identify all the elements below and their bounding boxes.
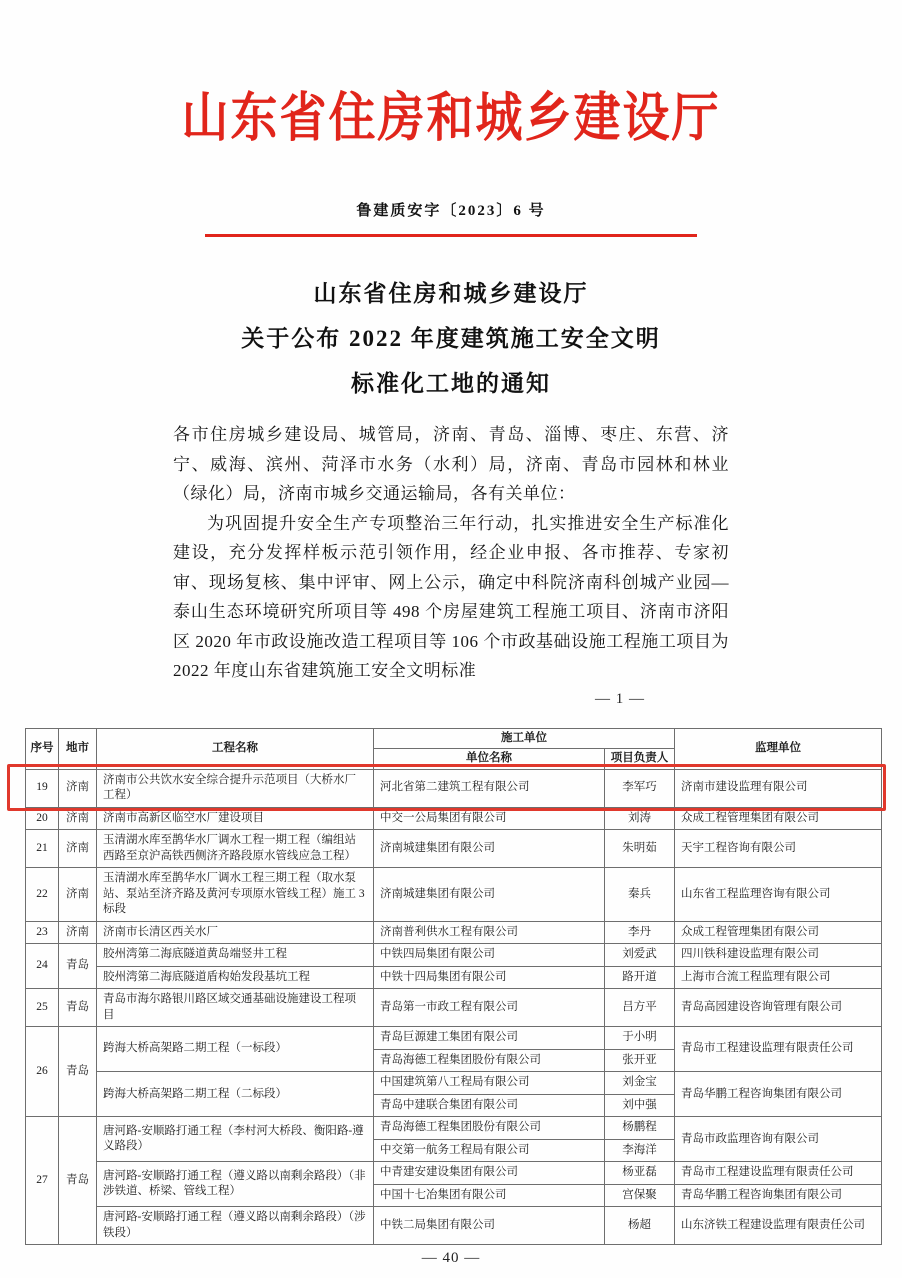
cell-leader: 吕方平 (605, 989, 675, 1027)
table-row (26, 921, 882, 944)
col-header-leader: 项目负责人 (605, 749, 675, 770)
table-row (26, 1162, 882, 1185)
notice-title-line3: 标准化工地的通知 (351, 371, 551, 396)
table-row (26, 966, 882, 989)
table-row (26, 944, 882, 967)
cell-city: 济南 (59, 769, 97, 807)
cell-leader: 杨鹏程 (605, 1117, 675, 1140)
cell-leader: 刘爱武 (605, 944, 675, 967)
cell-supervisor: 四川铁科建设监理有限公司 (675, 944, 882, 967)
col-header-city: 地市 (59, 728, 97, 769)
cell-unit: 中铁十四局集团有限公司 (374, 966, 605, 989)
notice-title-line2: 关于公布 2022 年度建筑施工安全文明 (241, 326, 661, 351)
cell-supervisor: 山东省工程监理咨询有限公司 (675, 868, 882, 922)
cell-leader: 杨超 (605, 1207, 675, 1245)
cell-supervisor: 上海市合流工程监理有限公司 (675, 966, 882, 989)
cell-supervisor: 天宇工程咨询有限公司 (675, 830, 882, 868)
cell-leader: 李丹 (605, 921, 675, 944)
cell-unit: 青岛海德工程集团股份有限公司 (374, 1117, 605, 1140)
cell-city: 济南 (59, 807, 97, 830)
cell-leader: 刘涛 (605, 807, 675, 830)
cell-leader: 秦兵 (605, 868, 675, 922)
cell-leader: 李军巧 (605, 769, 675, 807)
cell-seq: 27 (26, 1117, 59, 1245)
doc-number: 鲁建质安字〔2023〕6 号 (356, 203, 546, 219)
cell-supervisor: 青岛市工程建设监理有限责任公司 (675, 1162, 882, 1185)
header-row-1 (26, 728, 882, 749)
cell-supervisor: 济南市建设监理有限公司 (675, 769, 882, 807)
table-row (26, 1072, 882, 1095)
cell-city: 青岛 (59, 1117, 97, 1245)
cell-supervisor: 青岛高园建设咨询管理有限公司 (675, 989, 882, 1027)
cell-leader: 于小明 (605, 1027, 675, 1050)
cell-city: 济南 (59, 830, 97, 868)
red-divider-line (205, 234, 697, 237)
cell-project: 胶州湾第二海底隧道盾构始发段基坑工程 (97, 966, 374, 989)
cell-seq: 25 (26, 989, 59, 1027)
cell-seq: 19 (26, 769, 59, 807)
cell-unit: 中青建安建设集团有限公司 (374, 1162, 605, 1185)
cell-unit: 中国建筑第八工程局有限公司 (374, 1072, 605, 1095)
cell-city: 青岛 (59, 944, 97, 989)
cell-seq: 24 (26, 944, 59, 989)
body-paragraph: 为巩固提升安全生产专项整治三年行动，扎实推进安全生产标准化建设，充分发挥样板示范引领作用，经企业申报、各市推荐、专家初审、现场复核、集中评审、网上公示，确定中科院济南科创城产业园—泰山生态环境研究所项目等 498 个房屋建筑工程施工项目、济南市济阳区 2020 年市政设施改造工程项目等 106 个市政基础设施工程施工项目为 2022 年度山东省建筑施工安全文明标准 (173, 513, 729, 680)
cell-unit: 中铁四局集团有限公司 (374, 944, 605, 967)
cell-project: 唐河路-安顺路打通工程（遵义路以南剩余路段）（涉铁段） (97, 1207, 374, 1245)
cell-project: 玉清湖水库至鹊华水厂调水工程三期工程（取水泵站、泵站至济齐路及黄河专项原水管线工程）施工 3 标段 (97, 868, 374, 922)
cell-project: 胶州湾第二海底隧道黄岛端竖井工程 (97, 944, 374, 967)
cell-seq: 21 (26, 830, 59, 868)
cell-city: 青岛 (59, 1027, 97, 1117)
table-row (26, 989, 882, 1027)
cell-supervisor: 众成工程管理集团有限公司 (675, 807, 882, 830)
cell-supervisor: 青岛市工程建设监理有限责任公司 (675, 1027, 882, 1072)
cell-project: 济南市长清区西关水厂 (97, 921, 374, 944)
cell-unit: 青岛海德工程集团股份有限公司 (374, 1049, 605, 1072)
table-row (26, 830, 882, 868)
cell-seq: 23 (26, 921, 59, 944)
col-header-project: 工程名称 (97, 728, 374, 769)
cell-unit: 中国十七冶集团有限公司 (374, 1184, 605, 1207)
highlight-row (26, 769, 882, 807)
cell-project: 玉清湖水库至鹊华水厂调水工程一期工程（编组站西路至京沪高铁西侧济齐路段原水管线应急工程） (97, 830, 374, 868)
cell-project: 跨海大桥高架路二期工程（一标段） (97, 1027, 374, 1072)
cell-unit: 青岛第一市政工程有限公司 (374, 989, 605, 1027)
col-header-unit-name: 单位名称 (374, 749, 605, 770)
notice-title (0, 271, 902, 406)
cell-supervisor: 众成工程管理集团有限公司 (675, 921, 882, 944)
cell-project: 青岛市海尔路银川路区域交通基础设施建设工程项目 (97, 989, 374, 1027)
recipients-paragraph: 各市住房城乡建设局、城管局，济南、青岛、淄博、枣庄、东营、济宁、威海、滨州、菏泽市水务（水利）局，济南、青岛市园林和林业（绿化）局，济南市城乡交通运输局，各有关单位： (173, 425, 729, 503)
table-row (26, 1207, 882, 1245)
page-number-1: — 1 — (595, 690, 645, 707)
cell-unit: 济南城建集团有限公司 (374, 868, 605, 922)
cell-project: 唐河路-安顺路打通工程（李村河大桥段、衡阳路-遵义路段） (97, 1117, 374, 1162)
cell-project: 济南市高新区临空水厂建设项目 (97, 807, 374, 830)
cell-supervisor: 青岛华鹏工程咨询集团有限公司 (675, 1184, 882, 1207)
table-row (26, 868, 882, 922)
cell-project: 跨海大桥高架路二期工程（二标段） (97, 1072, 374, 1117)
cell-leader: 李海洋 (605, 1139, 675, 1162)
cell-leader: 宫保聚 (605, 1184, 675, 1207)
cell-seq: 20 (26, 807, 59, 830)
page-number-40: — 40 — (421, 1250, 481, 1266)
col-header-seq: 序号 (26, 728, 59, 769)
standardized-sites-table (25, 728, 882, 1246)
cell-supervisor: 山东济铁工程建设监理有限责任公司 (675, 1207, 882, 1245)
cell-leader: 杨亚磊 (605, 1162, 675, 1185)
cell-unit: 中交第一航务工程局有限公司 (374, 1139, 605, 1162)
cell-unit: 中铁二局集团有限公司 (374, 1207, 605, 1245)
col-header-supervisor: 监理单位 (675, 728, 882, 769)
document-body (173, 420, 729, 686)
cell-city: 济南 (59, 921, 97, 944)
cell-leader: 刘中强 (605, 1094, 675, 1117)
cell-unit: 济南普利供水工程有限公司 (374, 921, 605, 944)
cell-unit: 中交一公局集团有限公司 (374, 807, 605, 830)
cell-city: 济南 (59, 868, 97, 922)
cell-project: 济南市公共饮水安全综合提升示范项目（大桥水厂工程） (97, 769, 374, 807)
cell-project: 唐河路-安顺路打通工程（遵义路以南剩余路段）（非涉铁道、桥梁、管线工程） (97, 1162, 374, 1207)
cell-seq: 26 (26, 1027, 59, 1117)
table-row (26, 1117, 882, 1140)
cell-unit: 青岛巨源建工集团有限公司 (374, 1027, 605, 1050)
cell-supervisor: 青岛华鹏工程咨询集团有限公司 (675, 1072, 882, 1117)
cell-city: 青岛 (59, 989, 97, 1027)
table-row (26, 807, 882, 830)
cell-unit: 青岛中建联合集团有限公司 (374, 1094, 605, 1117)
cell-leader: 刘金宝 (605, 1072, 675, 1095)
col-header-contractor-group: 施工单位 (374, 728, 675, 749)
cell-seq: 22 (26, 868, 59, 922)
table-row (26, 1027, 882, 1050)
cell-leader: 路开道 (605, 966, 675, 989)
agency-title: 山东省住房和城乡建设厅 (181, 89, 721, 148)
cell-unit: 济南城建集团有限公司 (374, 830, 605, 868)
cell-unit: 河北省第二建筑工程有限公司 (374, 769, 605, 807)
standardized-sites-table-wrap (25, 728, 902, 1246)
cell-supervisor: 青岛市政监理咨询有限公司 (675, 1117, 882, 1162)
cell-leader: 张开亚 (605, 1049, 675, 1072)
cell-leader: 朱明茹 (605, 830, 675, 868)
notice-title-line1: 山东省住房和城乡建设厅 (313, 281, 589, 306)
